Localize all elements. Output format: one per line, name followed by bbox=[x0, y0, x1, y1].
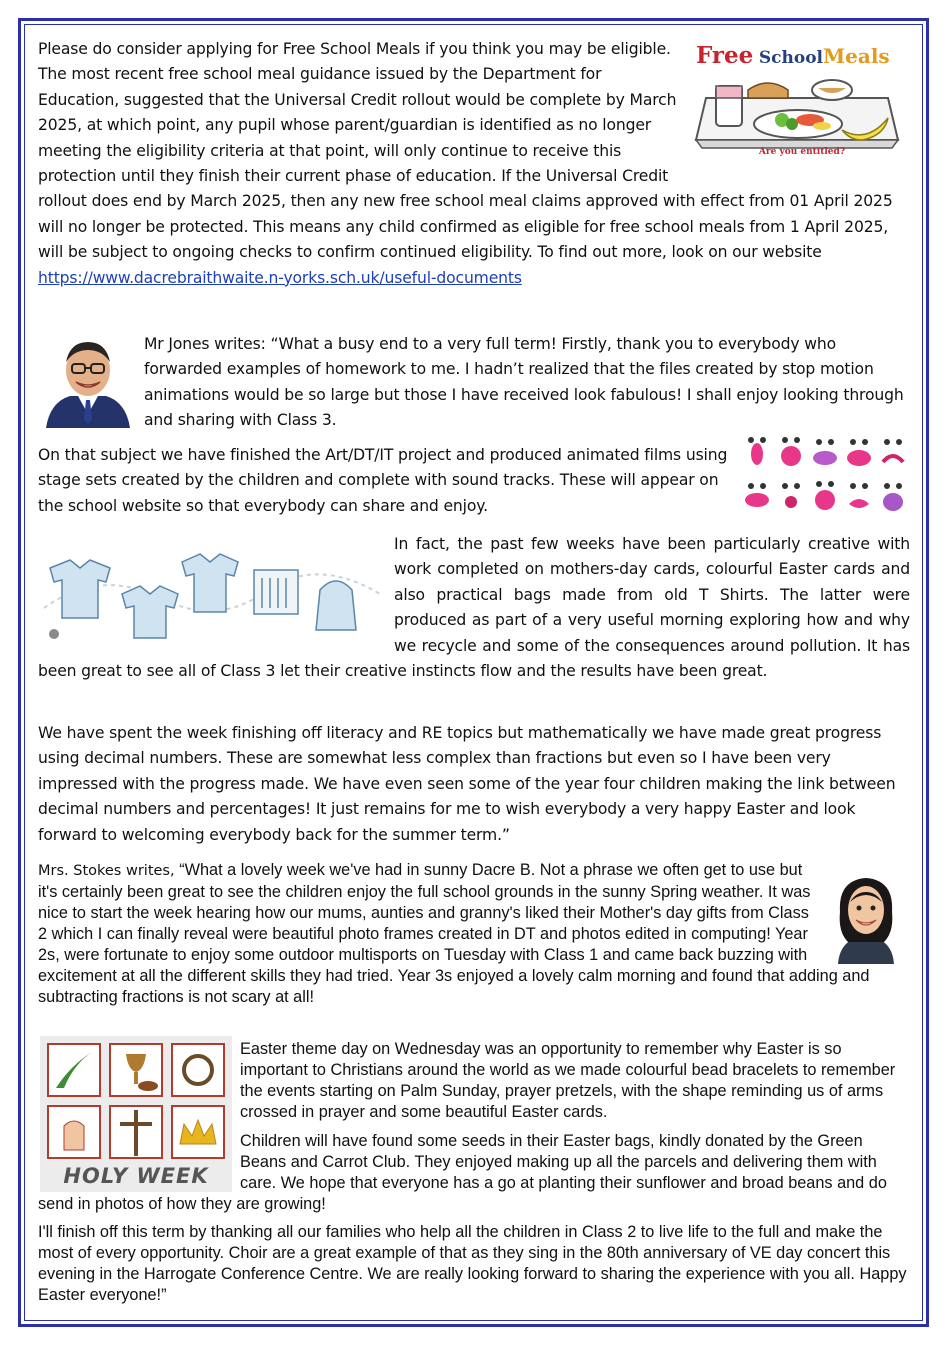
free-school-meals-paragraph: Please do consider applying for Free School Meals if you think you may be eligible. The most recent free school meal guidance issued by the Department for Education, suggested that the Universal Credit rollout would be complete by March 2025, at which point, any pupil whose parent/guardian is identified as no longer meeting the eligibility criteria at that point, will only continue to receive this protection until they finish their current phase of education. If the Universal Credit rollout does end by March 2025, then any new free school meal claims approved with effect from 01 April 2025 will no longer be protected. This means any child confirmed as eligible for free school meals from 1 April 2025, will be subject to ongoing checks to confirm continued eligibility. To find out more, look on our website https://www.dacrebraithwaite.n-yorks.sch.uk/useful-documents bbox=[38, 40, 893, 287]
animation-faces-image bbox=[741, 432, 911, 520]
mrs-stokes-week-paragraph: Mrs. Stokes writes, “What a lovely week we've had in sunny Dacre B. Not a phrase we often get to use but it's certainly been great to see the children enjoy the full school grounds in the sunny Spring weather. It was nice to start the week hearing how our mums, aunties and granny's liked their Mother's day gifts from Class 2 which I can finally reveal were beautiful photo frames created in DT and photos edited in computing! Year 2s, were fortunate to enjoy some outdoor multisports on Tuesday with Class 1 and came back buzzing with excitement at all the different skills they had tried. Year 3s enjoyed a lovely calm morning and found that adding and subtracting fractions is not scary at all! bbox=[38, 861, 870, 1006]
mrs-stokes-closing-paragraph: I'll finish off this term by thanking all our families who help all the children in Class 2 to live life to the full and make the most of every opportunity. Choir are a great example of that as they sing in the 80th anniversary of VE day concert this evening in the Harrogate Conference Centre. We are really looking forward to sharing the experience with you all. Happy Easter everyone!” bbox=[38, 1223, 907, 1304]
seeds-paragraph: Children will have found some seeds in their Easter bags, kindly donated by the Green Beans and Carrot Club. They enjoyed making up all the parcels and delivering them with care. We hope that everyone has a go at planting their sunflower and broad beans and do send in photos of how they are growing! bbox=[38, 1132, 887, 1213]
mr-jones-animation-paragraph: On that subject we have finished the Art/DT/IT project and produced animated films using stage sets created by the children and complete with sound tracks. These will appear on the school website so that everybody can share and enjoy. bbox=[38, 446, 728, 515]
useful-documents-link[interactable]: https://www.dacrebraithwaite.n-yorks.sch.uk/useful-documents bbox=[38, 268, 522, 287]
holy-week-label: HOLY WEEK bbox=[63, 1164, 209, 1188]
mr-jones-caricature bbox=[40, 336, 136, 428]
face-icons bbox=[745, 437, 903, 511]
logo-free: Free bbox=[696, 42, 754, 69]
mrs-stokes-lead: Mrs. Stokes writes, bbox=[38, 863, 180, 879]
mr-jones-maths-paragraph: We have spent the week finishing off literacy and RE topics but mathematically we have made great progress using decimal numbers. These are somewhat less complex than fractions but even so I have been very impressed with the progress made. We have even seen some of the year four children making the link between decimal numbers and percentages! It just remains for me to wish everybody a very happy Easter and look forward to welcoming everybody back for the summer term.” bbox=[38, 724, 896, 844]
mr-jones-intro: Mr Jones writes: “What a busy end to a very full term! Firstly, thank you to everybody who forwarded examples of homework to me. I hadn’t realized that the files created by stop motion animations would be so large but those I have received look fabulous! I shall enjoy looking through and sharing with Class 3. bbox=[144, 335, 904, 430]
mr-jones-creative-paragraph: In fact, the past few weeks have been particularly creative with work completed on mothers-day cards, colourful Easter cards and also practical bags made from old T Shirts. The latter were produced as part of a very useful morning exploring how and why we recycle and some of the consequences around pollution. It has been great to see all of Class 3 let their creative instincts flow and the results have been great. bbox=[38, 535, 910, 681]
easter-theme-paragraph: Easter theme day on Wednesday was an opportunity to remember why Easter is so important to Christians around the world as we made colourful bead bracelets to remember the events starting on Palm Sunday, prayer pretzels, with the shape reminding us of arms crossed in prayer and some beautiful Easter cards. bbox=[240, 1040, 896, 1121]
mrs-stokes-easter-block bbox=[38, 1039, 904, 1215]
logo-tagline: Are you entitled? bbox=[758, 147, 846, 157]
logo-meals: Meals bbox=[823, 44, 890, 68]
logo-school: School bbox=[758, 48, 824, 68]
